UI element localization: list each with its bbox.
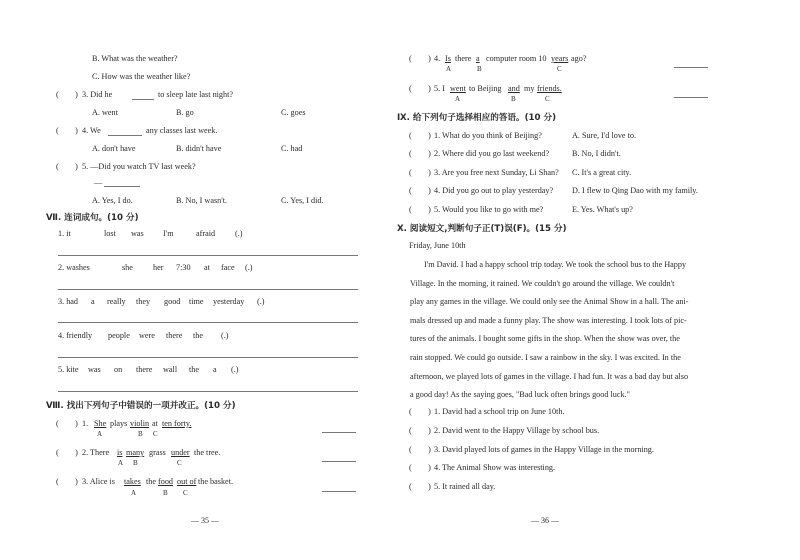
s9-paren[interactable]: ( ) [409, 149, 431, 158]
s8-5-num: 5. I [434, 84, 445, 93]
passage-line: tures of the animals. I bought some gifts in the shop. When the show was over, the [410, 334, 680, 344]
q5-option-c: C. Yes, I did. [281, 196, 324, 205]
s9-paren[interactable]: ( ) [409, 186, 431, 195]
q3-option-a: A. went [92, 108, 118, 117]
q3-stem-end: to sleep late last night? [158, 90, 234, 99]
passage-line: rain stopped. We could go outside. I saw a rainbow in the sky. I was excited. In the [410, 352, 681, 362]
s8-4-option-b: a [476, 54, 480, 63]
passage-line: Village. In the morning, it rained. We couldn't go around the village. We couldn't [410, 278, 675, 288]
q3-answer-paren[interactable]: ( ) [56, 90, 78, 99]
s7-item3-word: they [136, 297, 151, 306]
s8-5-label-a: A [455, 95, 461, 103]
s7-item3-word: time [189, 297, 204, 306]
s10-judge-item: 1. David had a school trip on June 10th. [434, 407, 565, 416]
s8-3-option-c: out of [177, 477, 197, 486]
s8-3-option-b: food [158, 477, 174, 486]
s7-item1-word: was [131, 229, 144, 238]
s7-item4-word: there [166, 331, 183, 340]
s8-4-word: there [455, 54, 472, 63]
q3-stem-start: 3. Did he [82, 90, 113, 99]
s7-answer-line-5[interactable] [58, 391, 358, 392]
s10-paren[interactable]: ( ) [409, 445, 431, 454]
s8-2-word: the tree. [194, 448, 221, 457]
s7-item2-word: she [122, 263, 133, 272]
q5-option-a: A. Yes, I do. [92, 196, 133, 205]
q3-blank[interactable] [132, 99, 154, 100]
s8-3-word: the [146, 477, 157, 486]
section-7-title: Ⅶ. 连词成句。(10 分) [46, 213, 139, 223]
s7-item1-word: lost [104, 229, 116, 238]
s7-item5-word: was [88, 365, 101, 374]
q2-option-c: C. How was the weather like? [92, 72, 191, 81]
s8-4-answer-paren[interactable]: ( ) [409, 54, 431, 63]
s8-4-option-c: years [551, 54, 569, 63]
s9-question: 5. Would you like to go with me? [434, 205, 544, 214]
s9-answer-option: E. Yes. What's up? [572, 205, 633, 214]
q2-option-b: B. What was the weather? [92, 54, 178, 63]
q5-dash: — [94, 178, 103, 187]
s8-3-label-c: C [183, 489, 188, 497]
section-10-title: Ⅹ. 阅读短文,判断句子正(T)误(F)。(15 分) [397, 224, 567, 234]
q4-option-a: A. don't have [92, 144, 136, 153]
s8-1-word: plays [110, 419, 128, 428]
s7-item1-word: afraid [196, 229, 216, 238]
s10-paren[interactable]: ( ) [409, 426, 431, 435]
passage-line: afternoon, we played lots of games in the village. I had fun. It was a bad day but also [410, 371, 689, 381]
s9-paren[interactable]: ( ) [409, 131, 431, 140]
s7-item2-word: 2. washes [58, 263, 90, 272]
s8-1-num: 1. [82, 419, 89, 428]
s7-item4-word: people [108, 331, 130, 340]
passage-line: a good day! As the saying goes, "Bad luck often brings good luck." [410, 390, 630, 400]
q5-blank[interactable] [104, 186, 140, 187]
q4-stem-end: any classes last week. [146, 126, 218, 135]
q5-option-b: B. No, I wasn't. [176, 196, 228, 205]
s8-5-option-c: friends. [537, 84, 562, 93]
s8-5-option-b: and [508, 84, 520, 93]
s8-3-option-a: takes [124, 477, 141, 486]
q4-stem-start: 4. We [82, 126, 101, 135]
s8-3-label-b: B [163, 489, 168, 497]
s10-paren[interactable]: ( ) [409, 407, 431, 416]
s8-2-option-a: is [117, 448, 123, 457]
s7-item5-word: on [114, 365, 123, 374]
s7-item5-word: a [213, 365, 217, 374]
s8-2-label-c: C [177, 459, 182, 467]
s8-5-correction-line[interactable] [674, 97, 708, 98]
s8-3-answer-paren[interactable]: ( ) [56, 477, 78, 486]
s7-item1-word: I'm [163, 229, 174, 238]
section-8-title: Ⅷ. 找出下列句子中错误的一项并改正。(10 分) [46, 401, 236, 411]
q4-option-c: C. had [281, 144, 303, 153]
s7-item1-word: 1. it [58, 229, 71, 238]
s9-paren[interactable]: ( ) [409, 205, 431, 214]
s8-1-label-c: C [153, 430, 158, 438]
s8-4-label-a: A [446, 65, 452, 73]
s8-4-word: ago? [571, 54, 587, 63]
reading-passage [410, 256, 710, 405]
s7-answer-line-4[interactable] [58, 357, 358, 358]
s7-item5-word: 5. kite [58, 365, 79, 374]
s8-2-correction-line[interactable] [322, 461, 356, 462]
s8-1-correction-line[interactable] [322, 432, 356, 433]
q3-option-c: C. goes [281, 108, 306, 117]
s7-item2-word: (.) [245, 263, 253, 272]
passage-date: Friday, June 10th [409, 241, 466, 250]
section-9-title: Ⅸ. 给下列句子选择相应的答语。(10 分) [397, 113, 557, 123]
s8-2-label-a: A [118, 459, 124, 467]
passage-line: I'm David. I had a happy school trip today. We took the school bus to the Happy [424, 260, 687, 269]
page-number-left: — 35 — [191, 516, 219, 525]
s8-1-answer-paren[interactable]: ( ) [56, 419, 78, 428]
s9-question: 2. Where did you go last weekend? [434, 149, 550, 158]
s8-4-num: 4. [434, 54, 441, 63]
passage-line: play any games in the village. We could only see the Animal Show in a hall. The ani- [410, 297, 689, 307]
s8-5-word: my [524, 84, 535, 93]
s8-1-option-c: ten forty. [162, 419, 192, 428]
s8-3-label-a: A [131, 489, 137, 497]
s8-2-option-c: under [171, 448, 190, 457]
q5-answer-paren[interactable]: ( ) [56, 162, 78, 171]
s8-5-answer-paren[interactable]: ( ) [409, 84, 431, 93]
s10-judge-item: 3. David played lots of games in the Happy Village in the morning. [434, 445, 654, 454]
s8-4-label-c: C [557, 65, 562, 73]
s8-4-word: computer room 10 [486, 54, 547, 63]
passage-line: mals dressed up and made a funny play. The show was interesting. I took lots of pic- [410, 315, 687, 325]
s7-answer-line-2[interactable] [58, 289, 358, 290]
s8-5-label-b: B [511, 95, 516, 103]
s8-2-word: grass [149, 448, 166, 457]
q4-option-b: B. didn't have [176, 144, 222, 153]
s7-item4-word: were [139, 331, 155, 340]
s8-2-num: 2. There [82, 448, 110, 457]
s9-question: 4. Did you go out to play yesterday? [434, 186, 554, 195]
s7-item1-word: (.) [235, 229, 243, 238]
s7-item5-word: wall [163, 365, 178, 374]
s7-item3-word: really [107, 297, 126, 306]
s7-item3-word: a [91, 297, 95, 306]
q4-blank[interactable] [108, 135, 142, 136]
s10-paren[interactable]: ( ) [409, 482, 431, 491]
s8-4-label-b: B [477, 65, 482, 73]
s9-question: 1. What do you think of Beijing? [434, 131, 542, 140]
s8-2-answer-paren[interactable]: ( ) [56, 448, 78, 457]
s8-3-num: 3. Alice is [82, 477, 115, 486]
q5-stem: 5. —Did you watch TV last week? [82, 162, 196, 171]
s7-answer-line-3[interactable] [58, 322, 358, 323]
s7-item4-word: 4. friendly [58, 331, 93, 340]
s9-answer-option: B. No, I didn't. [572, 149, 621, 158]
s7-item2-word: 7:30 [176, 263, 191, 272]
s9-answer-option: A. Sure, I'd love to. [572, 131, 637, 140]
s7-item3-word: 3. had [58, 297, 79, 306]
s7-item3-word: good [164, 297, 181, 306]
s7-item3-word: yesterday [213, 297, 245, 306]
s8-2-option-b: many [126, 448, 145, 457]
s9-answer-option: D. I flew to Qing Dao with my family. [572, 186, 698, 195]
s8-3-word: the basket. [198, 477, 234, 486]
s9-question: 3. Are you free next Sunday, Li Shan? [434, 168, 559, 177]
s7-item4-word: the [193, 331, 204, 340]
s8-1-label-b: B [138, 430, 143, 438]
s8-1-option-a: She [94, 419, 107, 428]
s9-paren[interactable]: ( ) [409, 168, 431, 177]
s7-item4-word: (.) [221, 331, 229, 340]
s7-item2-word: her [153, 263, 164, 272]
q4-answer-paren[interactable]: ( ) [56, 126, 78, 135]
s7-item5-word: the [189, 365, 200, 374]
s7-item2-word: at [204, 263, 210, 272]
page-number-right: — 36 — [531, 516, 559, 525]
s10-judge-item: 2. David went to the Happy Village by school bus. [434, 426, 600, 435]
s8-5-word: to Beijing [469, 84, 502, 93]
s9-answer-option: C. It's a great city. [572, 168, 632, 177]
s7-item2-word: face [221, 263, 235, 272]
s7-item3-word: (.) [257, 297, 265, 306]
s7-item5-word: (.) [231, 365, 239, 374]
s8-4-option-a: Is [445, 54, 451, 63]
s10-judge-item: 4. The Animal Show was interesting. [434, 463, 556, 472]
s7-item5-word: there [136, 365, 153, 374]
s8-1-option-b: violin [130, 419, 150, 428]
s8-1-word: at [152, 419, 158, 428]
q3-option-b: B. go [176, 108, 194, 117]
s8-1-label-a: A [97, 430, 103, 438]
s8-2-label-b: B [133, 459, 138, 467]
s8-5-label-c: C [545, 95, 550, 103]
s7-answer-line-1[interactable] [58, 255, 358, 256]
s8-4-correction-line[interactable] [674, 67, 708, 68]
s10-paren[interactable]: ( ) [409, 463, 431, 472]
s8-3-correction-line[interactable] [322, 491, 356, 492]
s8-5-option-a: went [450, 84, 466, 93]
s10-judge-item: 5. It rained all day. [434, 482, 496, 491]
